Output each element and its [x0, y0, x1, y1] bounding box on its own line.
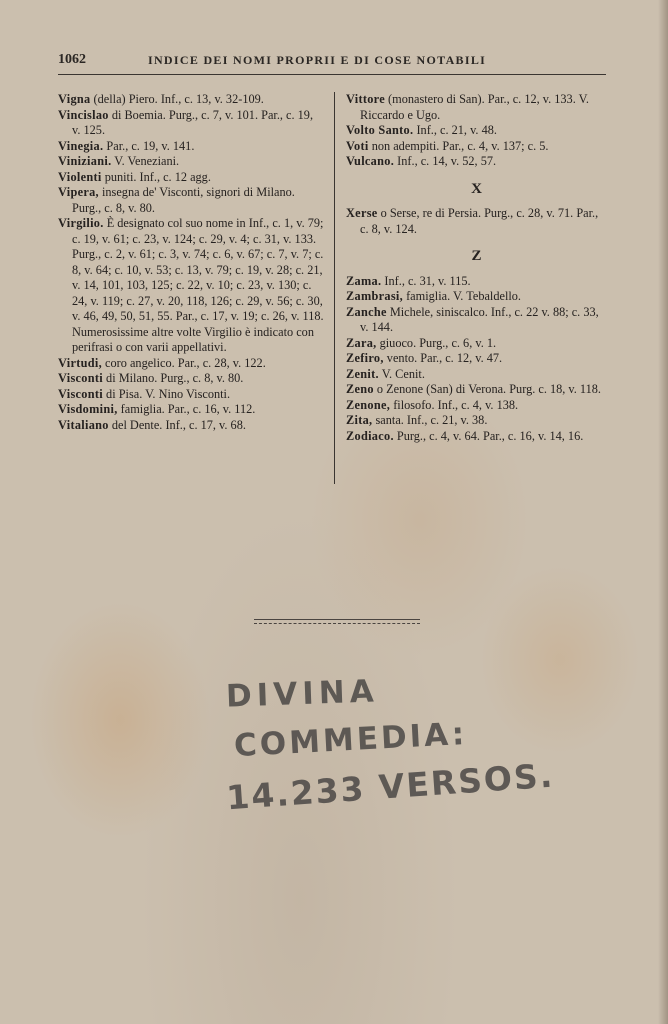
index-entry-references: o Zenone (San) di Verona. Purg. c. 18, v. 118.: [373, 382, 601, 396]
index-entry: [346, 123, 608, 139]
index-entry-headword: Visdomini,: [58, 402, 118, 416]
index-entry-references: insegna de' Visconti, signori di Milano. Purg., c. 8, v. 80.: [72, 185, 295, 215]
index-entry-headword: Zeno: [346, 382, 374, 396]
handwritten-note-line-1: DIVINA: [225, 673, 380, 715]
index-entry: [58, 154, 324, 170]
index-entry: [58, 418, 324, 434]
index-entry-headword: Zara,: [346, 335, 377, 350]
index-entry-references: di Pisa. V. Nino Visconti.: [102, 386, 231, 401]
x-entries: [346, 206, 608, 237]
handwritten-note-line-2: COMMEDIA:: [233, 715, 469, 765]
index-entry-headword: Vulcano.: [346, 154, 395, 168]
index-entry-headword: Vigna: [58, 92, 91, 106]
index-entry-headword: Zenone,: [346, 397, 391, 412]
index-entry-references: Inf., c. 14, v. 52, 57.: [394, 154, 497, 168]
header-rule: [58, 74, 606, 75]
column-divider: [334, 92, 335, 484]
index-entry-headword: Violenti: [58, 169, 102, 184]
index-entry-references: (monastero di San). Par., c. 12, v. 133. V. Riccardo e Ugo.: [360, 92, 590, 122]
index-entry-references: o Serse, re di Persia. Purg., c. 28, v. 71. Par., c. 8, v. 124.: [360, 206, 599, 236]
index-entry: [58, 108, 324, 139]
index-entry: [346, 429, 608, 445]
index-entry-headword: Zanche: [346, 304, 387, 319]
index-entry-headword: Vincislao: [58, 107, 109, 122]
index-entry-references: di Boemia. Purg., c. 7, v. 101. Par., c. 19, v. 125.: [72, 107, 314, 137]
index-entry-references: Michele, siniscalco. Inf., c. 22 v. 88; c. 33, v. 144.: [360, 304, 599, 334]
index-entry-headword: Virgilio.: [58, 216, 104, 230]
index-entry-headword: Vittore: [346, 92, 385, 106]
index-entry-headword: Zama.: [346, 273, 382, 288]
index-entry-references: Purg., c. 4, v. 64. Par., c. 16, v. 14, 16.: [393, 428, 584, 443]
index-entry: [346, 154, 608, 170]
index-entry: [346, 398, 608, 414]
index-entry-references: non adempiti. Par., c. 4, v. 137; c. 5.: [368, 138, 549, 153]
index-entry-headword: Visconti: [58, 386, 103, 401]
index-entry: [346, 382, 608, 398]
index-entry-references: (della) Piero. Inf., c. 13, v. 32-109.: [90, 92, 264, 106]
index-entry: [58, 139, 324, 155]
running-title: INDICE DEI NOMI PROPRII E DI COSE NOTABILI: [148, 53, 487, 67]
right-index-column: [346, 92, 608, 444]
index-entry-references: Par., c. 19, v. 141.: [103, 138, 195, 153]
page-header: [58, 52, 606, 72]
page-number: 1062: [58, 52, 86, 67]
index-entry-references: coro angelico. Par., c. 28, v. 122.: [101, 355, 266, 370]
index-entry-references: famiglia. V. Tebaldello.: [403, 289, 522, 303]
index-entry-headword: Voti: [346, 138, 369, 153]
index-entry: [58, 356, 324, 372]
index-entry: [346, 92, 608, 123]
index-entry-references: È designato col suo nome in Inf., c. 1, v. 79; c. 19, v. 61; c. 23, v. 124; c. 29, v. 4; c. 31, v. 133. Purg., c. 2, v. 61; c. 3, v. 74; c. 6, v. 67; c. 7, v. 7; c. 8, v. 64; c. 10, v. 53; c. 13, v. 79; c. 19, v. 28; c. 21, v. 14, 101, 103, 125; c. 22, v. 10; c. 23, v. 130; c. 24, v. 119; c. 27, v. 20, 118, 126; c. 29, v. 56; c. 30, v. 46, 49, 50, 51, 55. Par., c. 17, v. 19; c. 26, v. 118. Numerosissime altre volte Virgilio è indicato con perifrasi o con varii appellativi.: [72, 216, 324, 354]
index-entry-headword: Zambrasi,: [346, 289, 404, 303]
index-entry-references: giuoco. Purg., c. 6, v. 1.: [376, 335, 497, 350]
index-entry: [58, 402, 324, 418]
left-index-column: [58, 92, 324, 433]
index-entry-headword: Zodiaco.: [346, 428, 394, 443]
section-letter-x: X: [471, 180, 483, 197]
index-entry: [346, 274, 608, 290]
index-entry-headword: Visconti: [58, 371, 103, 385]
index-entry: [346, 289, 608, 305]
index-entry-references: V. Veneziani.: [111, 154, 180, 168]
index-entry-references: del Dente. Inf., c. 17, v. 68.: [108, 417, 246, 432]
index-entry: [58, 216, 324, 356]
index-entry: [58, 170, 324, 186]
index-entry-headword: Volto Santo.: [346, 123, 414, 137]
page-edge-shadow: [658, 0, 668, 1024]
index-entry-references: vento. Par., c. 12, v. 47.: [383, 351, 503, 365]
v-entries: [346, 92, 608, 170]
index-entry-references: V. Cenit.: [378, 366, 425, 381]
index-entry-headword: Vipera,: [58, 185, 99, 199]
index-entry-headword: Xerse: [346, 206, 378, 220]
index-entry-headword: Viniziani.: [58, 154, 112, 168]
index-entry-headword: Virtudi,: [58, 355, 102, 370]
index-entry-references: puniti. Inf., c. 12 agg.: [101, 169, 211, 184]
index-entry-references: di Milano. Purg., c. 8, v. 80.: [102, 371, 244, 385]
index-entry: [346, 351, 608, 367]
index-entry-references: Inf., c. 31, v. 115.: [381, 273, 471, 288]
index-entry: [346, 305, 608, 336]
end-ornament-rule: [254, 619, 420, 624]
z-entries: [346, 274, 608, 445]
index-entry-headword: Vitaliano: [58, 417, 109, 432]
index-entry-headword: Zenit.: [346, 366, 379, 381]
index-entry-headword: Vinegia.: [58, 138, 104, 153]
index-entry: [346, 139, 608, 155]
index-entry: [346, 336, 608, 352]
index-entry-references: santa. Inf., c. 21, v. 38.: [372, 413, 488, 427]
handwritten-note-line-3: 14.233 VERSOS.: [225, 755, 556, 818]
index-entry: [58, 92, 324, 108]
index-entry: [346, 367, 608, 383]
index-entry-references: famiglia. Par., c. 16, v. 112.: [117, 402, 256, 416]
index-entry: [346, 413, 608, 429]
section-letter-z: Z: [471, 248, 483, 264]
index-entry: [58, 371, 324, 387]
index-entry: [58, 185, 324, 216]
index-entry: [58, 387, 324, 403]
index-entry-references: filosofo. Inf., c. 4, v. 138.: [390, 397, 519, 412]
index-entry-headword: Zefiro,: [346, 351, 384, 365]
index-entry-references: Inf., c. 21, v. 48.: [413, 123, 497, 137]
index-entry: [346, 206, 608, 237]
index-entry-headword: Zita,: [346, 413, 373, 427]
